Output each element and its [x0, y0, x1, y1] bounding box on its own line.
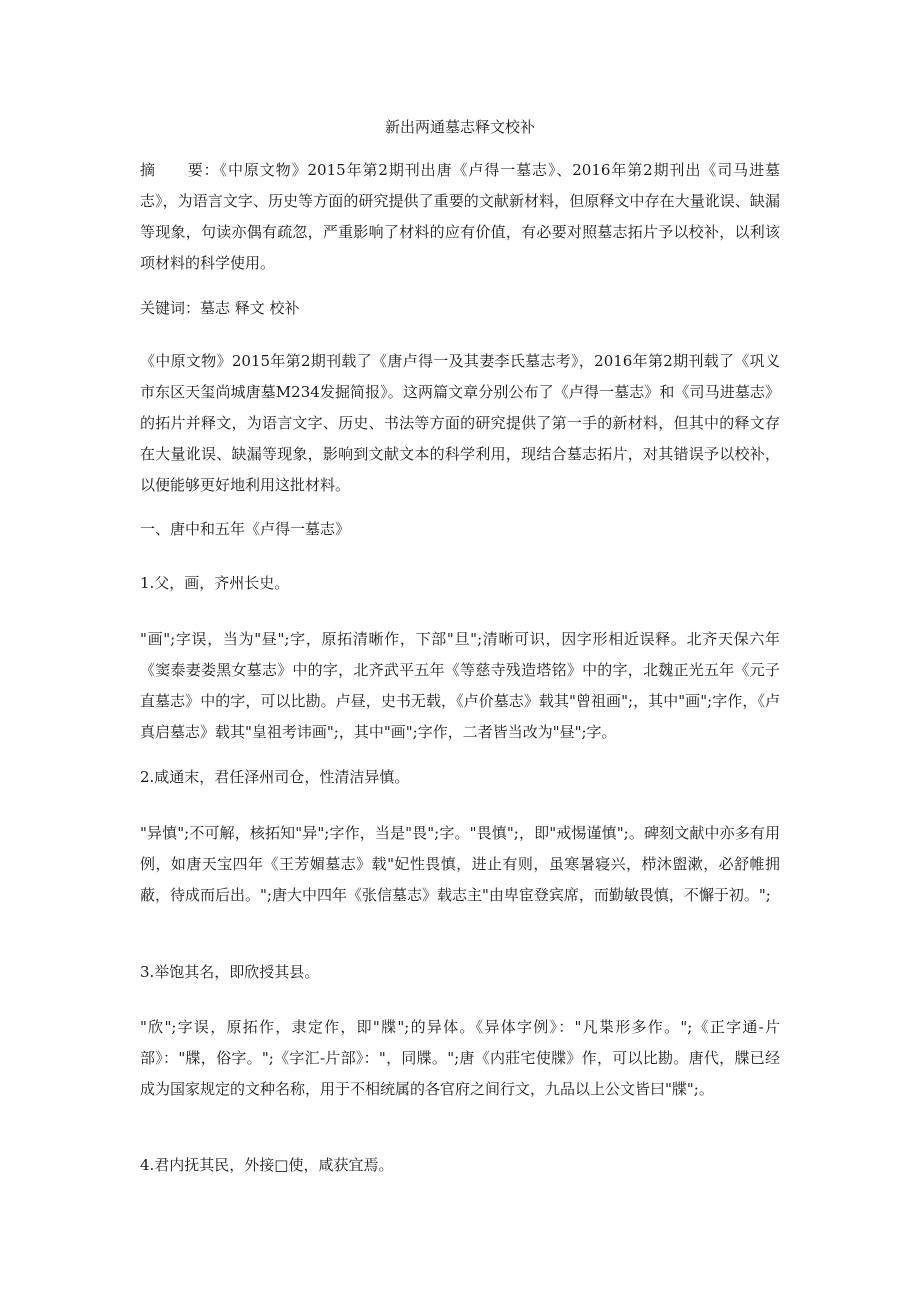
intro-paragraph: 《中原文物》2015年第2期刊载了《唐卢得一及其妻李氏墓志考》，2016年第2期刊载了《巩义市东区天玺尚城唐墓M234发掘简报》。这两篇文章分别公布了《卢得一墓志》和《司马进墓志》的拓片并释文，为语言文字、历史、书法等方面的研究提供了第一手的新材料，但其中的释文存在大量讹误、缺漏等现象，影响到文献文本的科学利用，现结合墓志拓片，对其错误予以校补，以便能够更好地利用这批材料。	[140, 352, 780, 494]
item-note-1: "画";字误，当为"昼";字，原拓清晰作，下部"旦";清晰可识，因字形相近误释。北齐天保六年《窦泰妻娄黑女墓志》中的字，北齐武平五年《等慈寺残造塔铭》中的字，北魏正光五年《元子直墓志》中的字，可以比勘。卢昼，史书无载，《卢价墓志》载其"曾祖画";，其中"画";字作，《卢真启墓志》载其"皇祖考讳画";，其中"画";字作，二者皆当改为"昼";字。	[140, 630, 780, 741]
page-title: 新出两通墓志释文校补	[384, 118, 535, 136]
item-heading-3: 3.举饱其名，即欣授其县。	[140, 963, 320, 981]
item-heading-4: 4.君内抚其民，外接□使，咸获宜焉。	[140, 1156, 394, 1174]
item-heading-1: 1.父，画，齐州长史。	[140, 574, 290, 592]
abstract-paragraph: 摘 要：《中原文物》2015年第2期刊出唐《卢得一墓志》、2016年第2期刊出《司马进墓志》，为语言文字、历史等方面的研究提供了重要的文献新材料，但原释文中存在大量讹误、缺漏等现象，句读亦偶有疏忽，严重影响了材料的应有价值，有必要对照墓志拓片予以校补，以利该项材料的科学使用。	[140, 161, 780, 272]
item-heading-2: 2.咸通末，君任泽州司仓，性清洁异慎。	[140, 768, 410, 786]
keywords-line: 关键词：墓志 释文 校补	[140, 299, 300, 317]
item-note-3: "欣";字误，原拓作，隶定作，即"牒";的异体。《异体字例》："凡枼形多作。";《正字通-片部》："牒，俗字。";《字汇-片部》："，同牒。";唐《内莊宅使牒》作，可以比勘。唐代，牒已经成为国家规定的文种名称，用于不相统属的各官府之间行文，九品以上公文皆曰"牒";。	[140, 1018, 780, 1098]
item-note-2: "异慎";不可解，核拓知"异";字作，当是"畏";字。"畏慎";，即"戒惕谨慎";。碑刻文献中亦多有用例，如唐天宝四年《王芳媚墓志》载"妃性畏慎，进止有则，虽寒暑寝兴，栉沐盥漱，必舒帷拥蔽，待成而后出。";唐大中四年《张信墓志》载志主"由卑宦登宾席，而勤敏畏慎，不懈于初。";	[140, 824, 780, 904]
section-heading: 一、唐中和五年《卢得一墓志》	[140, 520, 351, 538]
